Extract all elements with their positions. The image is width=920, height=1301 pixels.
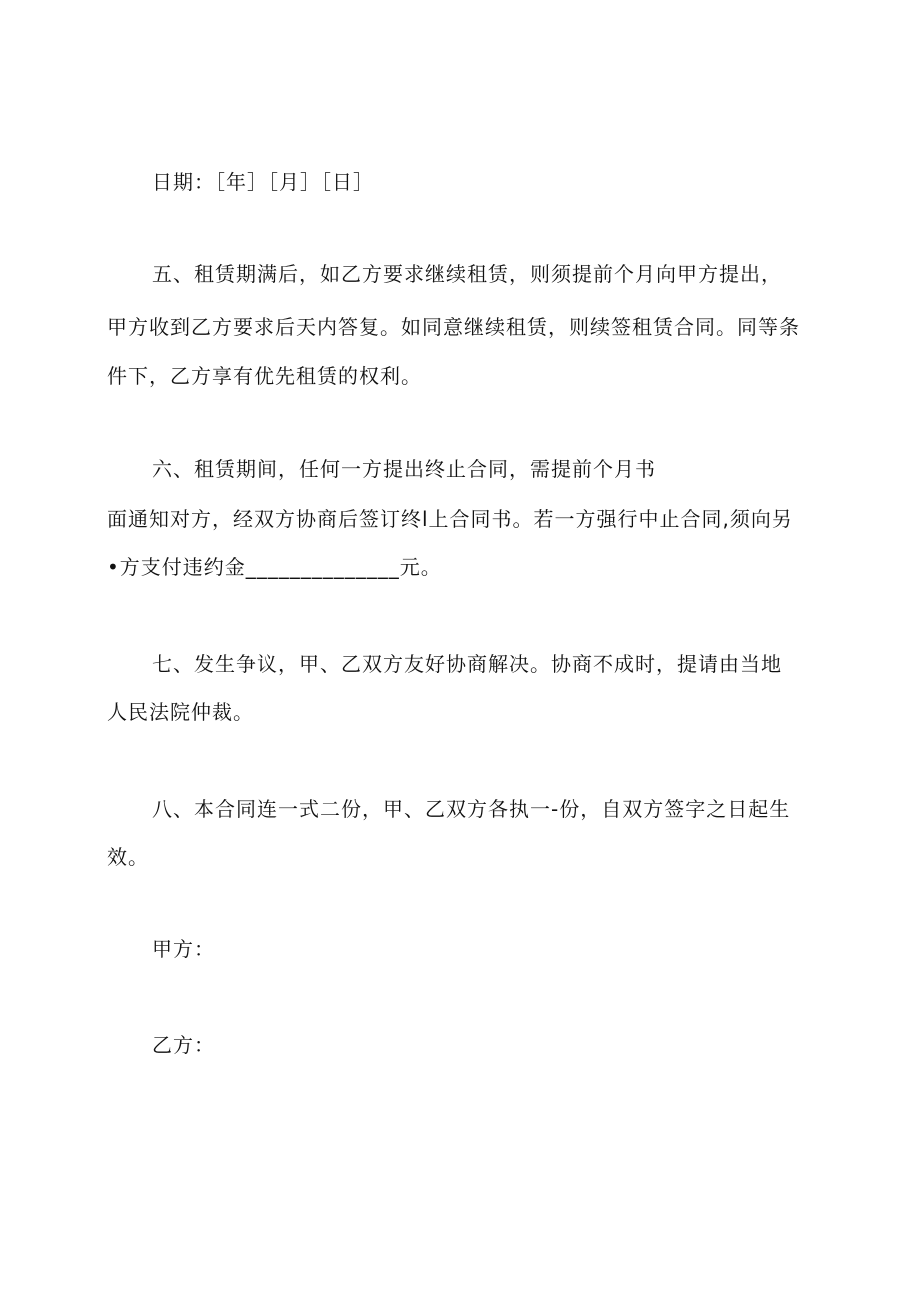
clause-5-line-1: 五、租赁期满后，如乙方要求继续租赁，则须提前个月向甲方提出， <box>152 262 782 286</box>
penalty-amount-blank: ______________ <box>245 555 400 579</box>
clause-6-line-1: 六、租赁期间，任何一方提出终止合同，需提前个月书 <box>152 457 656 481</box>
clause-6-line-3 <box>107 553 442 581</box>
clause-8-line-1: 八、本合同连一式二份，甲、乙双方各执一-份，自双方签字之日起生 <box>152 797 791 821</box>
clause-5-line-3: 件下，乙方享有优先租赁的权利。 <box>107 364 422 388</box>
penalty-prefix: •方支付违约金 <box>107 555 246 579</box>
party-a-label: 甲方： <box>152 937 215 961</box>
clause-7-line-1: 七、发生争议，甲、乙双方友好协商解决。协商不成时，提请由当地 <box>152 652 782 676</box>
clause-6-line-2: 面通知对方，经双方协商后签订终l上合同书。若一方强行中止合同,须向另 <box>107 507 793 531</box>
date-line: 日期：［年］［月］［日］ <box>152 170 374 194</box>
penalty-suffix: 元。 <box>399 555 442 579</box>
party-b-label: 乙方： <box>152 1033 215 1057</box>
clause-8-line-2: 效。 <box>107 845 149 869</box>
clause-7-line-2: 人民法院仲裁。 <box>107 700 254 724</box>
clause-5-line-2: 甲方收到乙方要求后天内答复。如同意继续租赁，则续签租赁合同。同等条 <box>107 315 800 339</box>
